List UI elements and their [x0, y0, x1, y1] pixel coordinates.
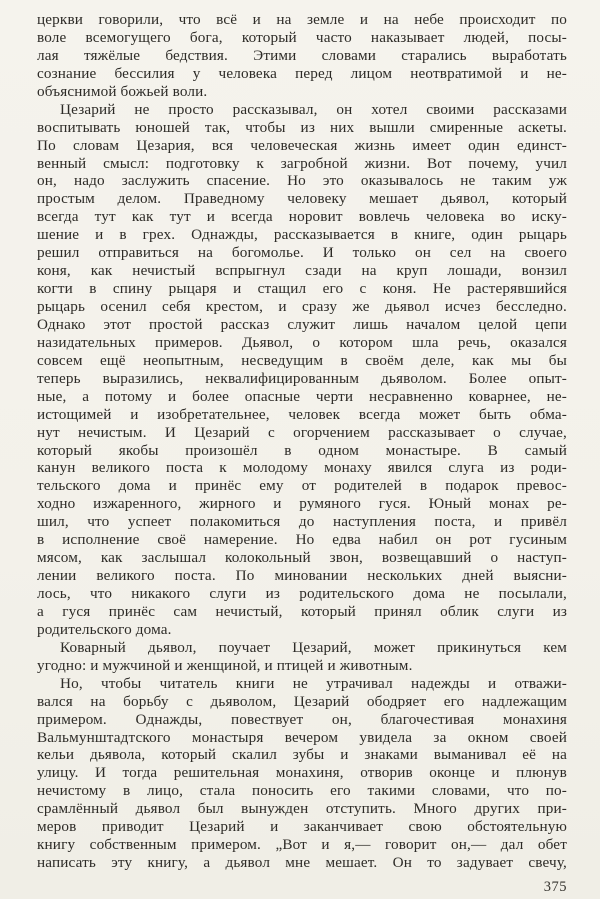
text-line: кельи дьявола, который скалил зубы и знаками выманивал её на	[37, 746, 567, 764]
text-line: ходно изжаренного, жирного и румяного гуся. Юный монах ре-	[37, 495, 567, 513]
paragraph	[37, 675, 567, 872]
text-line: назидательных примеров. Дьявол, о котором шла речь, оказался	[37, 333, 567, 351]
text-line: угодно: и мужчиной и женщиной, и птицей и животным.	[37, 656, 413, 674]
text-line: примером. Однажды, повествует он, благочестивая монахиня	[37, 710, 567, 728]
text-line: простым делом. Праведному человеку мешает дьявол, который	[37, 190, 567, 208]
text-line: родительского дома.	[37, 620, 172, 638]
text-line: венный смысл: подготовку к загробной жизни. Вот почему, учил	[37, 154, 567, 172]
text-line: шил, что успеет полакомиться до наступления поста, и привёл	[37, 513, 567, 531]
text-line: книгу собственным примером. „Вот и я,— говорит он,— дал обет	[37, 836, 567, 854]
text-line: коня, как нечистый вспрыгнул сзади на круп лошади, вонзил	[37, 262, 567, 280]
text-block	[37, 11, 567, 872]
text-line: шение и в грех. Однажды, рассказывается в книге, один рыцарь	[37, 226, 567, 244]
text-line: Цезарий не просто рассказывал, он хотел своими рассказами	[60, 100, 567, 118]
text-line: воспитывать юношей так, чтобы из них вышли смиренные аскеты.	[37, 118, 567, 136]
text-line: меров приводит Цезарий и заканчивает свою обстоятельную	[37, 818, 567, 836]
text-line: Но, чтобы читатель книги не утрачивал надежды и отважи-	[60, 674, 567, 692]
text-line: мясом, как заслышал колокольный звон, возвещавший о наступ-	[37, 549, 567, 567]
text-line: всегда тут как тут и всегда норовит вовлечь человека во иску-	[37, 208, 567, 226]
text-line: ные, а потому и более опасные черти несравненно коварнее, не-	[37, 387, 567, 405]
text-line: срамлённый дьявол был вынужден отступить. Много других при-	[37, 800, 567, 818]
text-line: лении великого поста. По миновании нескольких дней выясни-	[37, 567, 567, 585]
text-line: сознание бессилия у человека перед лицом неотвратимой и не-	[37, 64, 567, 82]
paragraph	[37, 639, 567, 675]
text-line: рыцарь осенил себя крестом, и сразу же дьявол исчез бесследно.	[37, 298, 567, 315]
text-line: воле всемогущего бога, который часто наказывает людей, посы-	[37, 28, 567, 46]
text-line: который якобы произошёл в одном монастыре. В самый	[37, 441, 567, 459]
text-line: истощимей и изобретательнее, человек всегда может быть обма-	[37, 405, 567, 423]
paragraph	[37, 101, 567, 639]
text-line: совсем ещё неопытным, несведущим в своём деле, как мы бы	[37, 351, 567, 369]
text-line: Однако этот простой рассказ служит лишь началом целой цепи	[37, 315, 567, 333]
text-line: написать эту книгу, а дьявол мне мешает. Он то задувает свечу,	[37, 854, 567, 872]
text-line: нут нечистым. И Цезарий с огорчением рассказывает о случае,	[37, 423, 567, 441]
text-line: когти в спину рыцаря и стащил его с коня. Не растерявшийся	[37, 280, 567, 298]
text-line: Вальмунштадтского монастыря вечером увидела за окном своей	[37, 728, 567, 746]
page-number: 375	[543, 879, 567, 895]
text-line: объяснимой божьей воли.	[37, 82, 208, 100]
text-line: теперь выразились, неквалифицированным дьяволом. Более опыт-	[37, 369, 567, 387]
text-line: лая тяжёлые бедствия. Этими словами старались выработать	[37, 46, 567, 64]
text-line: он, надо заслужить спасение. Но это оказывалось не таким уж	[37, 172, 567, 190]
text-line: нечистому в лицо, стала поносить его такими словами, что по-	[37, 782, 567, 800]
text-line: тельского дома и принёс ему от родителей в подарок превос-	[37, 477, 567, 495]
text-line: Коварный дьявол, поучает Цезарий, может прикинуться кем	[60, 638, 567, 656]
paragraph	[37, 11, 567, 101]
text-line: улицу. И тогда решительная монахиня, отворив оконце и плюнув	[37, 764, 567, 782]
text-line: решил отправиться на богомолье. И только он сел на своего	[37, 244, 567, 262]
text-line: канун великого поста к молодому монаху явился слуга из роди-	[37, 459, 567, 477]
text-line: а гуся принёс сам нечистый, который принял облик слуги из	[37, 602, 567, 620]
text-line: вался на борьбу с дьяволом, Цезарий ободряет его надлежащим	[37, 692, 567, 710]
text-line: лось, что никакого слуги из родительского дома не посылали,	[37, 585, 567, 602]
text-line: в исполнение своё намерение. Но едва набил он рот гусиным	[37, 531, 567, 549]
text-line: По словам Цезария, вся человеческая жизнь имеет один единст-	[37, 136, 567, 154]
text-line: церкви говорили, что всё и на земле и на небе происходит по	[37, 11, 567, 28]
